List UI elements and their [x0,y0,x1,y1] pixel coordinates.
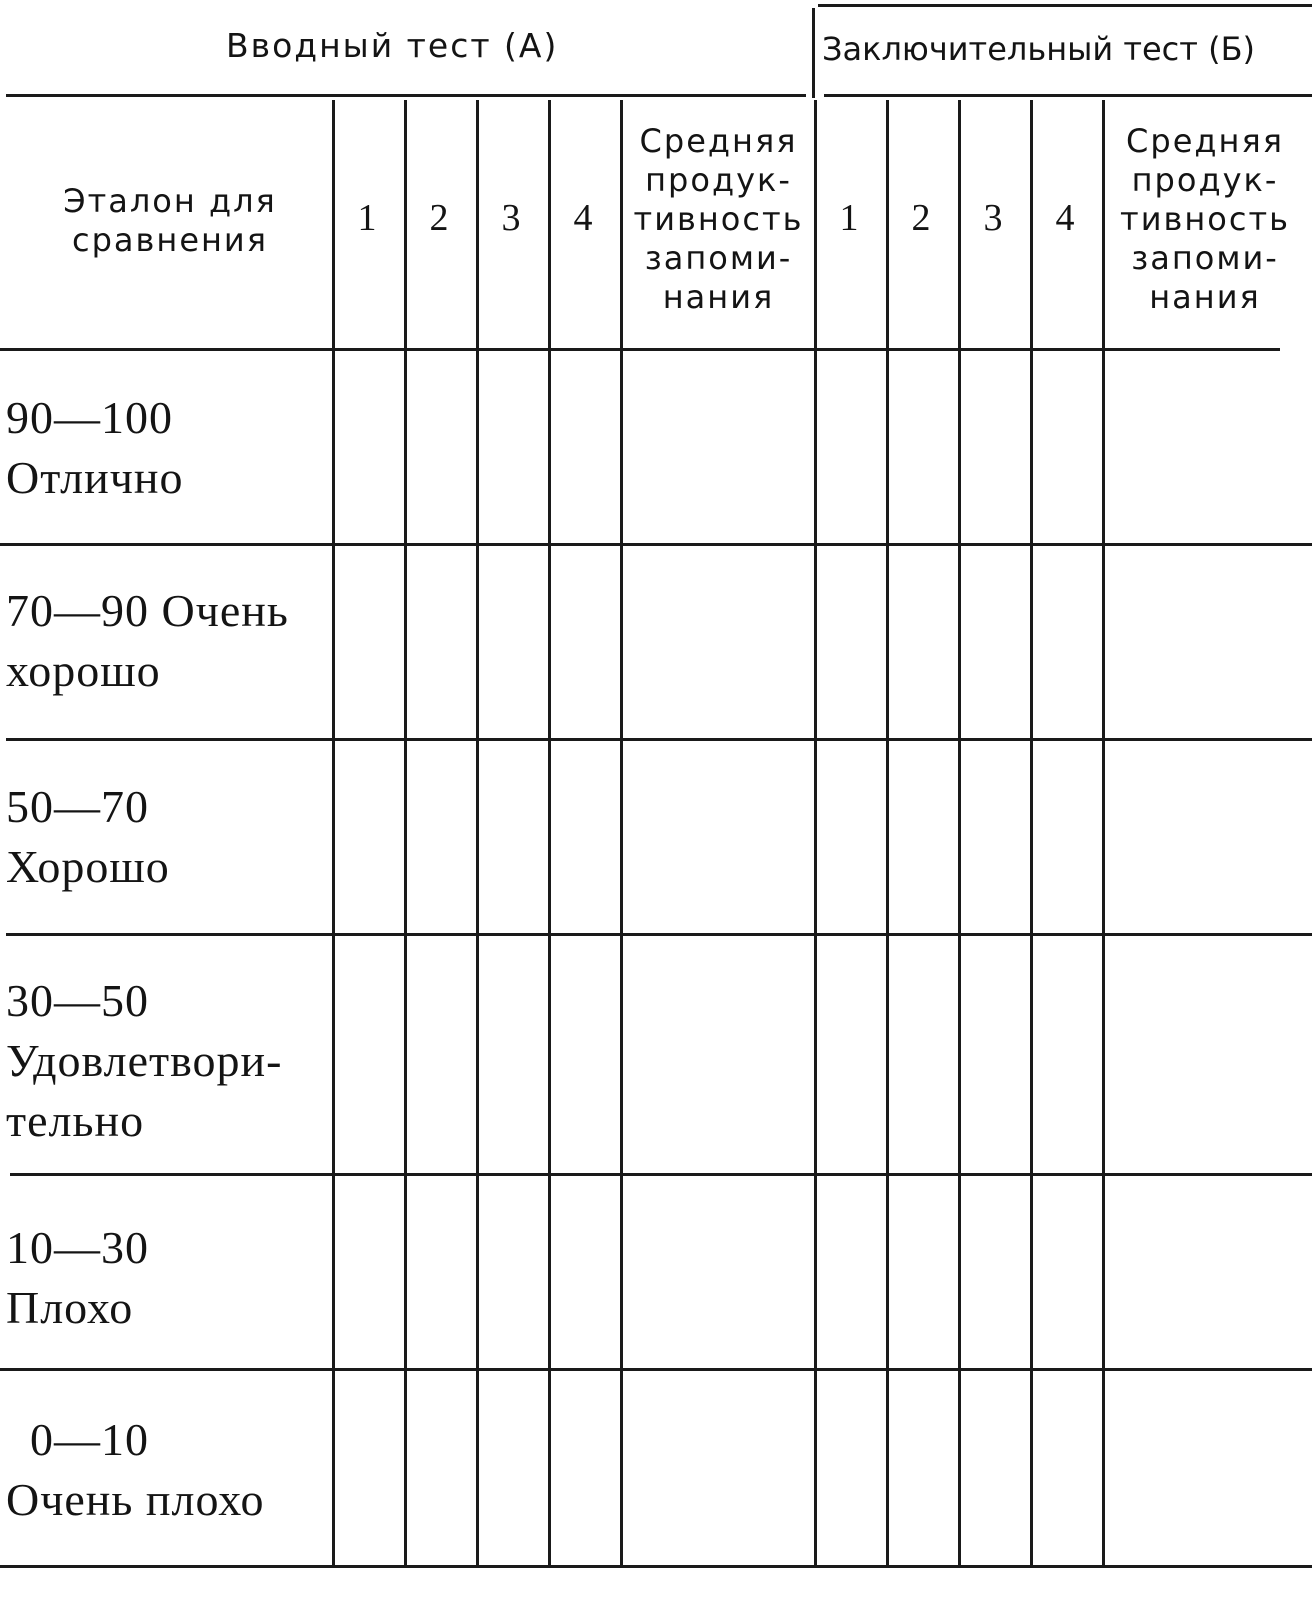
col-divider-7 [886,100,889,1565]
test-number-b-1: 1 [839,197,859,239]
col-divider-9 [1030,100,1033,1565]
group-a-underline [6,94,806,97]
average-heading-b [1105,122,1305,317]
row-rule-4 [10,1173,1312,1176]
bottom-rule [0,1565,1312,1568]
test-number-a-1: 1 [357,197,377,239]
grade-range: 70—90 Очень [6,585,289,636]
grade-name: Очень плохо [6,1474,265,1525]
reference-heading [20,182,320,260]
average-heading-line: Средняя [1126,122,1284,160]
average-heading-line: запоми- [644,239,793,277]
group-a-heading: Вводный тест (А) [226,26,559,65]
col-divider-4 [548,100,551,1565]
col-divider-8 [958,100,961,1565]
group-divider-top [812,8,815,98]
test-number-a-3: 3 [501,197,521,239]
grade-row-label [6,971,282,1151]
grade-range: 90—100 [6,392,173,443]
grade-name: Удовлетвори- [6,1035,283,1086]
grade-name-continued: тельно [6,1095,145,1146]
test-number-b-4: 4 [1055,197,1075,239]
average-heading-line: нания [1149,278,1261,316]
test-number-b-2: 2 [911,197,931,239]
grade-row-label [6,388,184,508]
group-b-heading: Заключительный тест (Б) [822,30,1255,68]
average-heading-line: запоми- [1131,239,1279,277]
grade-name: хорошо [6,645,161,696]
grade-row-label [6,581,289,701]
grade-row-label [6,777,170,897]
row-rule-1 [0,543,1312,546]
grade-range: 10—30 [6,1222,149,1273]
test-number-a-2: 2 [429,197,449,239]
col-divider-10 [1102,100,1105,1565]
group-b-underline [824,94,1312,97]
grade-range: 0—10 [30,1414,149,1465]
grade-name: Плохо [6,1282,134,1333]
header-bottom-rule [0,348,1280,351]
average-heading-line: тивность [1120,200,1290,238]
grade-range: 30—50 [6,975,149,1026]
grade-name: Отлично [6,452,184,503]
average-heading-line: тивность [633,200,804,238]
average-heading-line: продук- [1131,161,1279,199]
average-heading-a [623,122,814,317]
col-divider-2 [404,100,407,1565]
grade-range: 50—70 [6,781,149,832]
top-rule-right [818,4,1312,7]
test-number-a-4: 4 [573,197,593,239]
grade-row-label [6,1218,149,1338]
col-divider-5 [620,100,623,1565]
row-rule-3 [6,933,1312,936]
average-heading-line: нания [662,278,775,316]
row-rule-2 [6,738,1312,741]
col-divider-1 [332,100,335,1565]
row-rule-5 [0,1368,1312,1371]
grade-row-label [6,1410,265,1530]
average-heading-line: Средняя [639,122,798,160]
test-number-b-3: 3 [983,197,1003,239]
col-divider-3 [476,100,479,1565]
reference-heading-line: Эталон для [63,182,277,220]
col-divider-6 [814,100,817,1565]
reference-heading-line: сравнения [72,221,268,259]
average-heading-line: продук- [645,161,792,199]
grade-name: Хорошо [6,841,170,892]
